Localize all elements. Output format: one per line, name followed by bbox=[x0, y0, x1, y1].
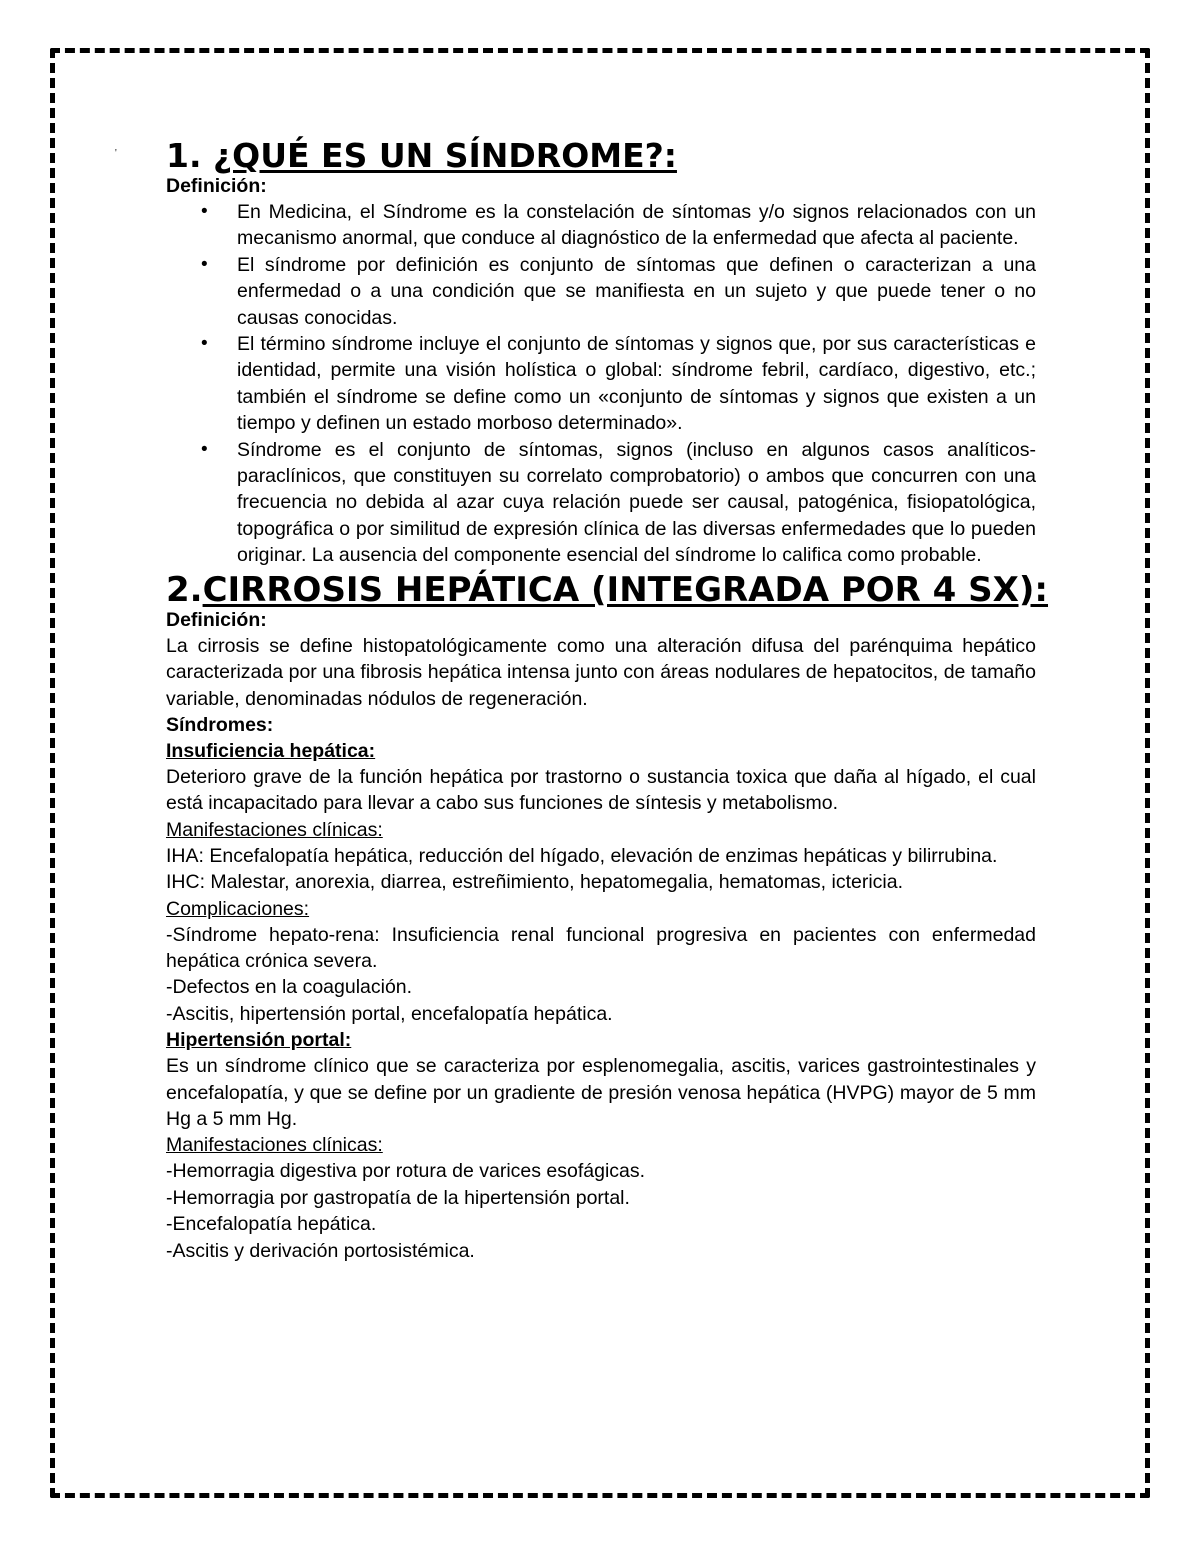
bullet-icon: • bbox=[201, 201, 208, 222]
hipertension-manifestaciones-label: Manifestaciones clínicas: bbox=[166, 1134, 383, 1157]
bullet-text: En Medicina, el Síndrome es la constelación de síntomas y/o signos relacionados con un mecanismo anormal, que conduce al diagnóstico de la enfermedad que afecta al paciente. bbox=[237, 201, 1036, 250]
complicaciones-label: Complicaciones: bbox=[166, 897, 310, 920]
bullet-icon: • bbox=[201, 253, 208, 275]
bullet-icon: • bbox=[201, 333, 208, 355]
manifestacion-item: -Hemorragia digestiva por rotura de varices esofágicas. bbox=[166, 1160, 646, 1183]
section1-title: ¿QUÉ ES UN SÍNDROME?: bbox=[213, 136, 677, 175]
list-item bbox=[201, 252, 1036, 331]
ihc-text: IHC: Malestar, anorexia, diarrea, estreñimiento, hepatomegalia, hematomas, ictericia. bbox=[166, 871, 904, 894]
manifestacion-item: -Encefalopatía hepática. bbox=[166, 1213, 377, 1236]
manifestacion-item: -Ascitis y derivación portosistémica. bbox=[166, 1239, 475, 1262]
section2-number: 2. bbox=[166, 569, 203, 610]
complicacion-item: -Ascitis, hipertensión portal, encefalopatía hepática. bbox=[166, 1002, 613, 1025]
list-item bbox=[201, 437, 1036, 569]
section2-title: CIRROSIS HEPÁTICA (INTEGRADA POR 4 SX): bbox=[202, 569, 1049, 610]
insuficiencia-text: Deterioro grave de la función hepática por trastorno o sustancia toxica que daña al hígado, el cual está incapacitado para llevar a cabo sus funciones de síntesis y metabolismo. bbox=[166, 765, 1036, 815]
section1-bullet-list bbox=[166, 199, 1036, 569]
section1-number: 1. bbox=[166, 136, 202, 175]
cirrosis-definition: La cirrosis se define histopatológicamente como una alteración difusa del parénquima hepático caracterizada por una fibrosis hepática intensa junto con áreas nodulares de hepatocitos, de tamaño variable, denominadas nódulos de regeneración. bbox=[166, 634, 1036, 710]
section2-heading bbox=[166, 567, 1049, 613]
list-item bbox=[201, 331, 1036, 437]
complicacion-item: -Defectos en la coagulación. bbox=[166, 976, 413, 999]
iha-text: IHA: Encefalopatía hepática, reducción del hígado, elevación de enzimas hepáticas y bilirrubina. bbox=[166, 844, 998, 867]
margin-mark: ' bbox=[115, 148, 117, 159]
bullet-icon: • bbox=[201, 438, 208, 460]
section1-definition-label: Definición: bbox=[166, 175, 267, 197]
manifestacion-item: -Hemorragia por gastropatía de la hipertensión portal. bbox=[166, 1186, 630, 1209]
complicacion-item: -Síndrome hepato-rena: Insuficiencia renal funcional progresiva en pacientes con enfermedad hepática crónica severa. bbox=[166, 923, 1036, 972]
hipertension-text: Es un síndrome clínico que se caracteriza por esplenomegalia, ascitis, varices gastrointestinales y encefalopatía, y que se define por un gradiente de presión venosa hepática (HVPG) mayor de 5 mm Hg a 5 mm Hg. bbox=[166, 1055, 1036, 1130]
bullet-text: El síndrome por definición es conjunto de síntomas que definen o caracterizan a una enfermedad o a una condición que se manifiesta en un sujeto y que puede tener o no causas conocidas. bbox=[237, 253, 1036, 329]
insuficiencia-manifestaciones-label: Manifestaciones clínicas: bbox=[166, 818, 383, 841]
insuficiencia-title: Insuficiencia hepática: bbox=[166, 739, 376, 762]
section2-definition-label: Definición: bbox=[166, 608, 267, 631]
syndromes-label: Síndromes: bbox=[166, 713, 274, 736]
hipertension-title: Hipertensión portal: bbox=[166, 1029, 352, 1052]
bullet-text: El término síndrome incluye el conjunto de síntomas y signos que, por sus características e identidad, permite una visión holística o global: síndrome febril, cardíaco, digestivo, etc.; también el síndrome se define como un «conjunto de síntomas y signos que existen a un tiempo y definen un estado morboso determinado». bbox=[237, 333, 1036, 435]
list-item bbox=[201, 199, 1036, 252]
bullet-text: Síndrome es el conjunto de síntomas, signos (incluso en algunos casos analíticos-paraclínicos, que constituyen su correlato comprobatorio) o ambos que concurren con una frecuencia no debida al azar cuya relación puede ser causal, patogénica, fisiopatológica, topográfica o por similitud de expresión clínica de las diversas enfermedades que lo pueden originar. La ausencia del componente esencial del síndrome lo califica como probable. bbox=[237, 438, 1036, 567]
document-body bbox=[166, 134, 1049, 1264]
section1-heading bbox=[166, 134, 1036, 178]
